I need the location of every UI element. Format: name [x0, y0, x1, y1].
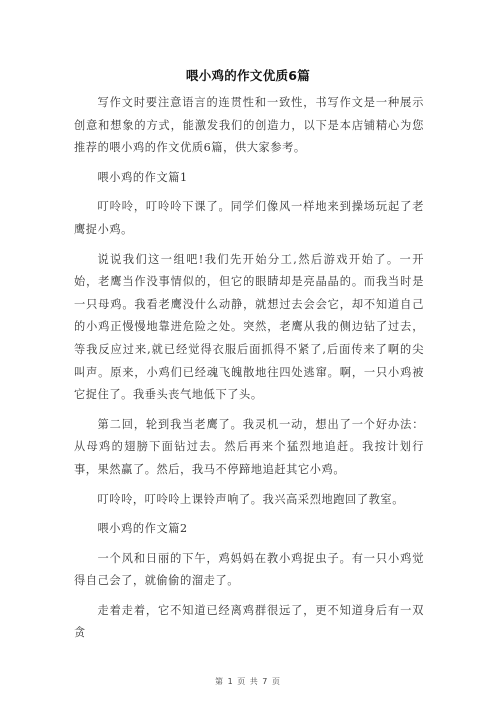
paragraph: 第二回，轮到我当老鹰了。我灵机一动，想出了一个好办法：从母鸡的翅膀下面钻过去。然后再来个猛烈地追赶。我按计划行事，果然赢了。然后，我马不停蹄地追赶其它小鸡。	[74, 417, 424, 476]
section-heading-1: 喂小鸡的作文篇1	[97, 170, 188, 184]
document-title: 喂小鸡的作文优质6篇	[185, 68, 311, 83]
paragraph: 走着走着，它不知道已经离鸡群很远了，更不知道身后有一双贪	[74, 603, 424, 640]
document-body	[74, 92, 424, 652]
paragraph: 一个风和日丽的下午，鸡妈妈在教小鸡捉虫子。有一只小鸡觉得自己会了，就偷偷的溜走了。	[74, 551, 424, 588]
section-heading-2: 喂小鸡的作文篇2	[97, 522, 188, 536]
paragraph-intro: 写作文时要注意语言的连贯性和一致性，书写作文是一种展示创意和想象的方式，能激发我们的创造力，以下是本店铺精心为您推荐的喂小鸡的作文优质6篇，供大家参考。	[74, 96, 424, 155]
paragraph: 说说我们这一组吧!我们先开始分工,然后游戏开始了。一开始，老鹰当作没事情似的，但它的眼睛却是亮晶晶的。而我当时是一只母鸡。我看老鹰没什么动静，就想过去会会它，却不知道自己的小鸡正慢慢地靠进危险之处。突然，老鹰从我的侧边钻了过去，等我反应过来,就已经觉得衣服后面抓得不紧了,后面传来了啊的尖叫声。原来，小鸡们已经魂飞魄散地往四处逃窜。啊，一只小鸡被它捉住了。我垂头丧气地低下了头。	[74, 252, 424, 402]
page-footer: 第 1 页 共 7 页	[215, 677, 281, 686]
paragraph: 叮呤呤，叮呤呤上课铃声响了。我兴高采烈地跑回了教室。	[97, 492, 404, 506]
paragraph: 叮呤呤，叮呤呤下课了。同学们像风一样地来到操场玩起了老鹰捉小鸡。	[74, 200, 424, 236]
